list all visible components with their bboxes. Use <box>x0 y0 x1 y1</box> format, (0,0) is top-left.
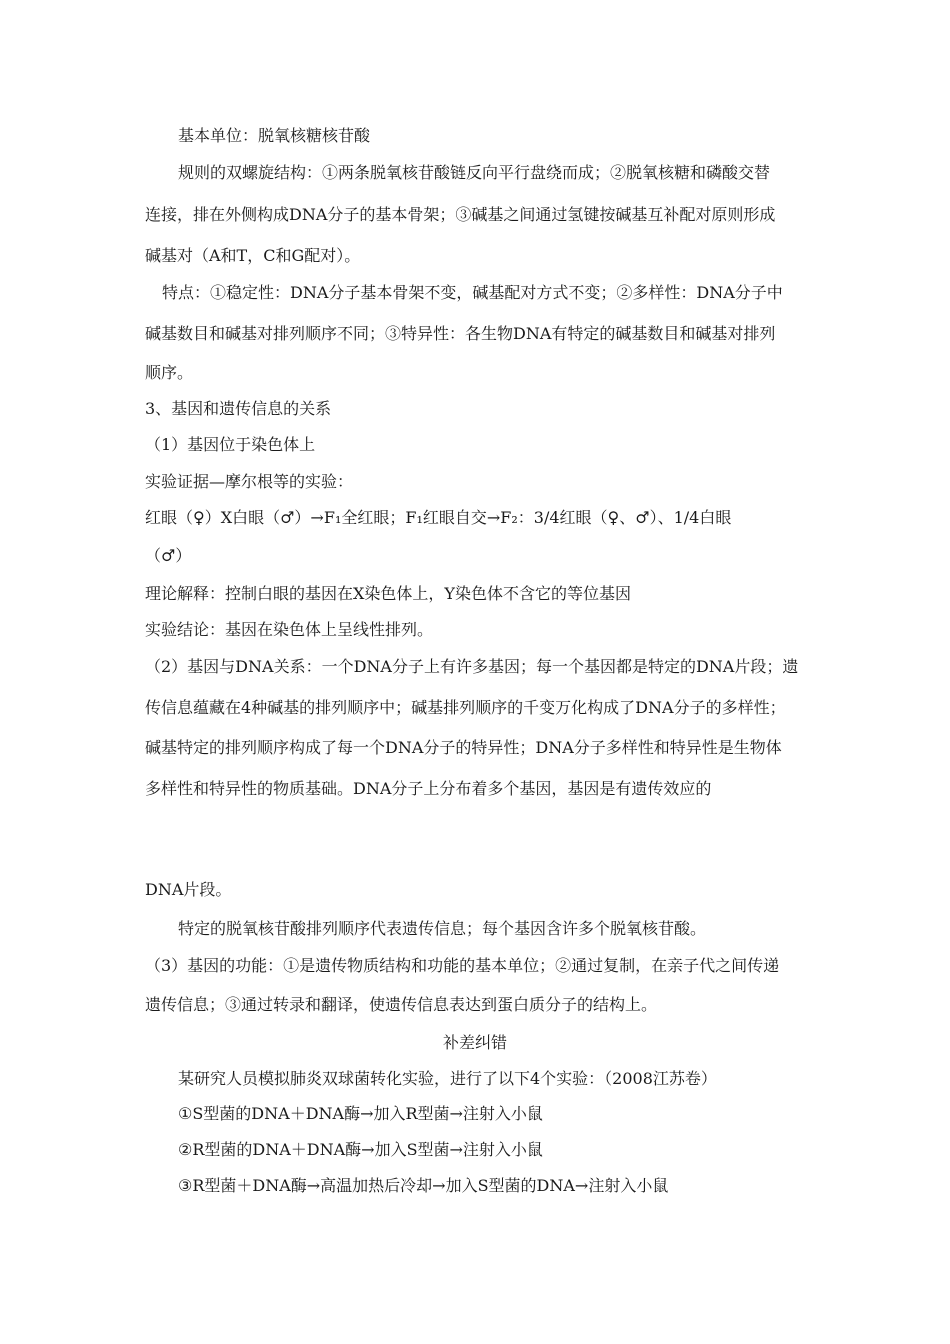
text-line: （♂） <box>145 546 192 565</box>
subsection-heading: （2）基因与DNA关系：一个DNA分子上有许多基因；每一个基因都是特定的DNA片段；遗 <box>145 657 799 676</box>
text-line: 理论解释：控制白眼的基因在X染色体上，Y染色体不含它的等位基因 <box>145 584 631 603</box>
text-line: 实验结论：基因在染色体上呈线性排列。 <box>145 620 434 639</box>
experiment-item: ①S型菌的DNA＋DNA酶→加入R型菌→注射入小鼠 <box>178 1104 543 1123</box>
section-title: 补差纠错 <box>442 1033 507 1052</box>
text-line: 碱基特定的排列顺序构成了每一个DNA分子的特异性；DNA分子多样性和特异性是生物体 <box>145 738 782 757</box>
text-line: 碱基对（A和T，C和G配对）。 <box>145 246 361 265</box>
question-stem: 某研究人员模拟肺炎双球菌转化实验，进行了以下4个实验：（2008江苏卷） <box>178 1069 717 1088</box>
text-line: 实验证据—摩尔根等的实验： <box>145 472 354 491</box>
subsection-heading: （1）基因位于染色体上 <box>145 435 316 454</box>
subsection-heading: （3）基因的功能：①是遗传物质结构和功能的基本单位；②通过复制，在亲子代之间传递 <box>145 956 780 975</box>
text-line: 顺序。 <box>145 363 194 382</box>
text-line: DNA片段。 <box>145 880 232 899</box>
text-line: 多样性和特异性的物质基础。DNA分子上分布着多个基因，基因是有遗传效应的 <box>145 779 712 798</box>
text-line: 连接，排在外侧构成DNA分子的基本骨架；③碱基之间通过氢键按碱基互补配对原则形成 <box>145 205 776 224</box>
experiment-item: ③R型菌＋DNA酶→高温加热后冷却→加入S型菌的DNA→注射入小鼠 <box>178 1176 669 1195</box>
experiment-item: ②R型菌的DNA＋DNA酶→加入S型菌→注射入小鼠 <box>178 1140 543 1159</box>
text-line: 传信息蕴藏在4种碱基的排列顺序中；碱基排列顺序的千变万化构成了DNA分子的多样性； <box>145 698 786 717</box>
text-line: 基本单位：脱氧核糖核苷酸 <box>178 126 371 145</box>
section-heading: 3、基因和遗传信息的关系 <box>145 399 332 418</box>
text-line: 特定的脱氧核苷酸排列顺序代表遗传信息；每个基因含许多个脱氧核苷酸。 <box>178 919 707 938</box>
text-line: 红眼（♀）X白眼（♂）→F₁全红眼；F₁红眼自交→F₂：3/4红眼（♀、♂）、1/4白眼 <box>145 508 732 527</box>
text-line: 遗传信息；③通过转录和翻译，使遗传信息表达到蛋白质分子的结构上。 <box>145 995 658 1014</box>
text-line: 碱基数目和碱基对排列顺序不同；③特异性：各生物DNA有特定的碱基数目和碱基对排列 <box>145 324 776 343</box>
text-line: 特点：①稳定性：DNA分子基本骨架不变，碱基配对方式不变；②多样性：DNA分子中 <box>162 283 783 302</box>
text-line: 规则的双螺旋结构：①两条脱氧核苷酸链反向平行盘绕而成；②脱氧核糖和磷酸交替 <box>178 163 771 182</box>
